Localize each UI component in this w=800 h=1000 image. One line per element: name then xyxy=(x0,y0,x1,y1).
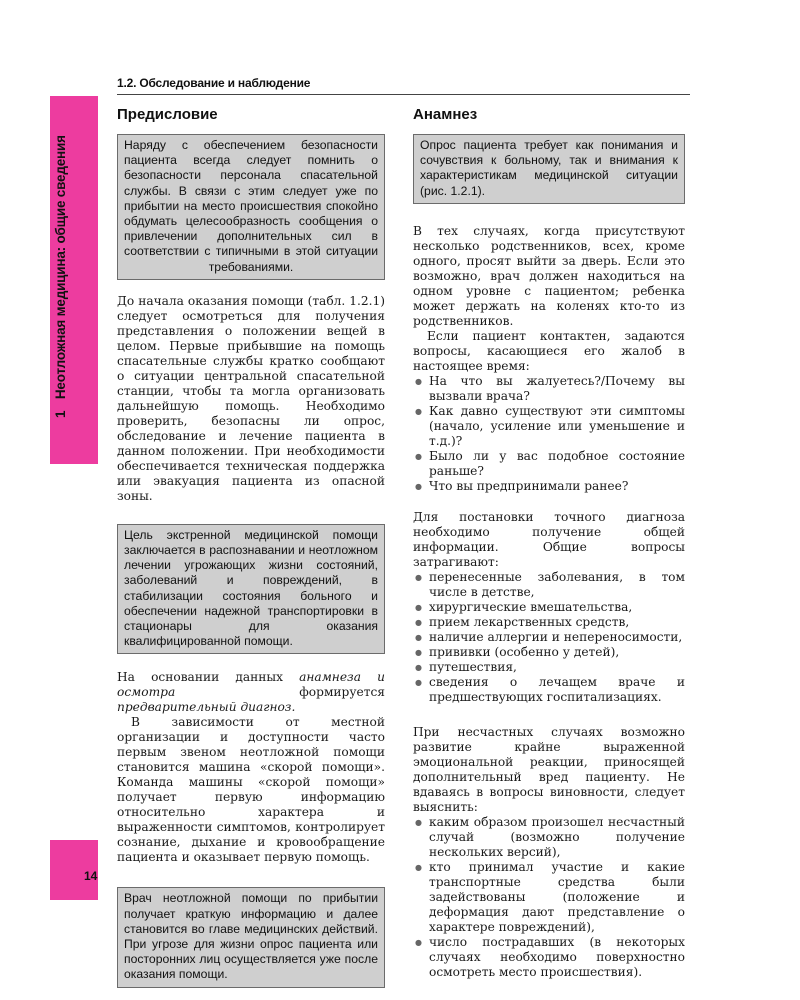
header-rule xyxy=(117,94,690,95)
list-item: ● путешествия, xyxy=(413,660,685,675)
note-box-goal: Цель экстренной медицинской помощи заключается в распознавании и неотложном лечении угрожающих жизни состояний, заболеваний и повреждений, в стабилизации состояния больного и обеспечении надежной транспортировки в стационары для оказания квалифицированной помощи. xyxy=(117,524,385,655)
emphasis-preliminary-diagnosis: предварительный диагноз. xyxy=(117,700,296,715)
list-item: ● сведения о лечащем враче и предшествующих госпитализациях. xyxy=(413,675,685,705)
list-item: ● хирургические вмешательства, xyxy=(413,600,685,615)
page-number: 14 xyxy=(84,869,98,883)
paragraph-ambulance: В зависимости от местной организации и доступности часто первым звеном неотложной помощи становится машина «скорой помощи». Команда машины «скорой помощи» получает первую информацию относительно характера и выраженности симптомов, контролирует сознание, дыхание и кровообращение пациента и оказывает первую помощь. xyxy=(117,715,385,865)
paragraph-overview: До начала оказания помощи (табл. 1.2.1) следует осмотреться для получения представления о положении вещей в целом. Первые прибывшие на помощь спасательные службы кратко сообщают о ситуации центральной спасательной станции, чтобы та могла организовать дальнейшую помощь. Необходимо проверить, безопасны ли опрос, обследование и лечение пациента в данном положении. При необходимости обеспечивается техническая поддержка или эвакуация пациента из опасной зоны. xyxy=(117,293,385,503)
note-box-physician: Врач неотложной помощи по прибытии получает краткую информацию и далее становится во главе медицинских действий. При угрозе для жизни опрос пациента или посторонних лиц осуществляется уже после оказания помощи. xyxy=(117,887,385,987)
paragraph-complaints-intro: Если пациент контактен, задаются вопросы, касающиеся его жалоб в настоящее время: xyxy=(413,328,685,373)
paragraph-accidents: При несчастных случаях возможно развитие крайне выраженной эмоциональной реакции, приносящей дополнительный вред пациенту. Не вдаваясь в вопросы виновности, следует выяснить: xyxy=(413,724,685,814)
list-item: ● кто принимал участие и какие транспортные средства были задействованы (положение и деформация дают представление о характере повреждений), xyxy=(413,860,685,935)
chapter-number: 1 xyxy=(53,410,68,418)
list-item: ● Было ли у вас подобное состояние раньше? xyxy=(413,449,685,479)
accident-questions-list xyxy=(413,815,685,980)
chapter-title: Неотложная медицина: общие сведения xyxy=(53,135,68,400)
note-box-interview: Опрос пациента требует как понимания и сочувствия к больному, так и внимания к характеристикам медицинской ситуации (рис. 1.2.1). xyxy=(413,134,685,204)
list-item: ● прививки (особенно у детей), xyxy=(413,645,685,660)
list-item: ● число пострадавших (в некоторых случаях необходимо поверхностно осмотреть место происшествия). xyxy=(413,935,685,980)
running-head: 1.2. Обследование и наблюдение xyxy=(117,76,311,90)
note-box-safety: Наряду с обеспечением безопасности пациента всегда следует помнить о безопасности персонала спасательной службы. В связи с этим следует уже по прибытии на место происшествия спокойно обдумать целесообразность сообщения о привлечении дополнительных сил в соответствии с типичными в этой ситуации требованиями. xyxy=(117,134,385,280)
list-item: ● каким образом произошел несчастный случай (возможно получение нескольких версий), xyxy=(413,815,685,860)
section-heading-preface: Предисловие xyxy=(117,106,218,123)
emphasis-anamnesis: анамнеза и осмотра xyxy=(117,670,385,700)
paragraph-relatives: В тех случаях, когда присутствуют несколько родственников, всех, кроме одного, просят выйти за дверь. Если это возможно, врач должен находиться на одном уровне с пациентом; ребенка может держать на коленях кто-то из родственников. xyxy=(413,223,685,328)
section-heading-anamnesis: Анамнез xyxy=(413,106,478,123)
paragraph-diagnosis: На основании данных анамнеза и осмотра формируется предварительный диагноз. xyxy=(117,670,385,715)
list-item: ● перенесенные заболевания, в том числе в детстве, xyxy=(413,570,685,600)
right-column xyxy=(413,104,685,980)
list-item: ● Как давно существуют эти симптомы (начало, усиление или уменьшение и т.д.)? xyxy=(413,404,685,449)
chapter-side-label xyxy=(53,58,68,418)
list-item: ● наличие аллергии и непереносимости, xyxy=(413,630,685,645)
left-column xyxy=(117,104,385,988)
paragraph-general-info: Для постановки точного диагноза необходимо получение общей информации. Общие вопросы затрагивают: xyxy=(413,509,685,569)
list-item: ● Что вы предпринимали ранее? xyxy=(413,479,685,494)
list-item: ● На что вы жалуетесь?/Почему вы вызвали врача? xyxy=(413,374,685,404)
list-item: ● прием лекарственных средств, xyxy=(413,615,685,630)
complaint-questions-list xyxy=(413,374,685,494)
general-questions-list xyxy=(413,570,685,705)
